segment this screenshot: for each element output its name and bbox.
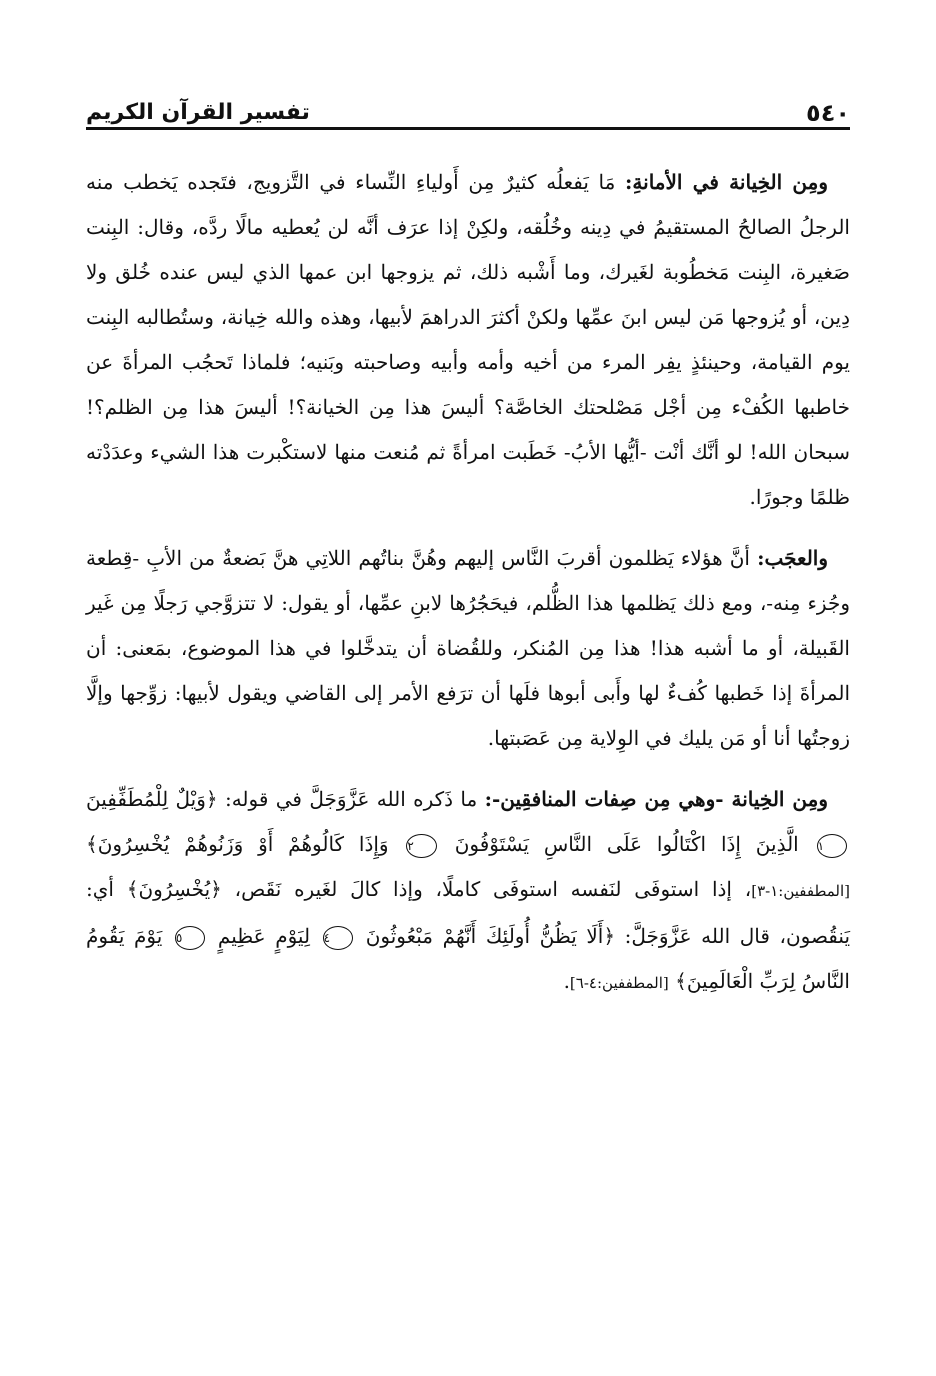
verse-number-marker: ٤: [323, 926, 353, 950]
page-number: ٥٤٠: [806, 99, 850, 127]
quran-verse-text: وَإِذَا كَالُوهُمْ أَوْ وَزَنُوهُمْ يُخْسِرُونَ﴾: [86, 832, 389, 856]
paragraph-text: .: [563, 969, 570, 993]
running-title: تفسير القرآن الكريم: [86, 100, 310, 125]
paragraph-the-wonder: [86, 536, 850, 761]
page-header: [86, 88, 850, 128]
verse-reference: [المطففين:٤-٦]: [569, 974, 669, 992]
paragraph-lead: ومِن الخِيانة -وهي مِن صِفات المنافقِين-:: [484, 787, 829, 811]
quran-verse-text: يَوْمَ يَقُومُ النَّاسُ لِرَبِّ الْعَالَمِينَ﴾: [86, 924, 850, 993]
paragraph-text: ما ذَكره الله عَزَّوَجَلَّ في قوله:: [224, 787, 478, 811]
verse-number-marker: ٢: [406, 834, 436, 858]
paragraph-betrayal-in-trust: [86, 160, 850, 520]
verse-number-marker: ٥: [175, 926, 205, 950]
quran-verse-text: ﴿يُخْسِرُونَ﴾: [126, 877, 222, 901]
paragraph-text: أنَّ هؤلاء يَظلمون أقربَ النَّاس إليهم وهُنَّ بناتُهم اللاتِي هنَّ بَضعةٌ من الأبِ -قِطعة وجُزء مِنه-، ومع ذلك يَظلمها هذا الظُّلم، فيحَجُرُها لابنِ عمِّها، أو يقول: لا تتزوَّجي رَجلًا مِن غَير القَبيلة، أو ما أشبه هذا! هذا مِن المُنكر، وللقُضاة أن يتدخَّلوا في هذا الموضوع، بمَعنى: أن المرأةَ إذا خَطبها كُفءٌ لها وأَبى أبوها فلَها أن ترَفع الأمر إلى القاضي ويقول لأبيها: زوِّجها وإلَّا زوجتُها أنا أو مَن يليك في الوِلاية مِن عَصَبتها.: [86, 546, 850, 750]
paragraph-text: ، إذا استوفَى لنَفسه استوفَى كاملًا، وإذا كالَ لغَيره نَقَص،: [234, 877, 752, 901]
paragraph-text: أي: يَنقُصون، قال الله عَزَّوَجَلَّ:: [86, 877, 851, 948]
page-body: [86, 160, 850, 1022]
paragraph-lead: ومِن الخِيانة في الأمانةِ:: [625, 170, 829, 194]
quran-verse-text: ﴿أَلَا يَظُنُّ أُولَئِكَ أَنَّهُمْ مَبْعُوثُونَ: [365, 924, 616, 948]
quran-verse-text: ﴿وَيْلٌ لِلْمُطَفِّفِينَ: [86, 787, 218, 811]
paragraph-lead: والعجَب:: [757, 546, 829, 570]
header-rule: [86, 127, 850, 130]
quran-verse-text: لِيَوْمٍ عَظِيمٍ: [217, 924, 311, 948]
quran-verse-text: الَّذِينَ إِذَا اكْتَالُوا عَلَى النَّاسِ يَسْتَوْفُونَ: [454, 832, 799, 856]
paragraph-text: مَا يَفعلُه كثيرٌ مِن أَولياءِ النِّساء في التَّزويج، فتَجده يَخطب منه الرجلُ الصالحُ المستقيمُ في دِينه وخُلُقه، ولكِنْ إذا عرَف أنَّه لن يُعطيه مالًا ردَّه، وقال: البِنت صَغيرة، البِنت مَخطُوبة لغَيرك، وما أَشْبه ذلك، ثم يزوجها ابن عمها الذي ليس عنده خُلق ولا دِين، أو يُزوجها مَن ليس ابنَ عمِّها ولكنْ أكثرَ الدراهمَ لأبيها، وهذه والله خِيانة، وستُطالبه البِنت يوم القيامة، وحينئذٍ يفِر المرء من أخيه وأمه وأبيه وصاحبته وبَنيه؛ فلماذا تَحجُب المرأةَ عن خاطبها الكُفْء مِن أجْل مَصْلحتك الخاصَّة؟ أليسَ هذا مِن الخيانة؟! أليسَ هذا مِن الظلم؟! سبحان الله! لو أنَّك أنْت -أيُّها الأبُ- خَطَبت امرأةً ثم مُنعت منها لاستكْبرت هذا الشيء وعدَدْته ظلمًا وجورًا.: [86, 170, 850, 509]
verse-number-marker: ١: [817, 834, 847, 858]
paragraph-hypocrite-traits: [86, 777, 850, 1006]
verse-reference: [المطففين:١-٣]: [751, 882, 851, 900]
